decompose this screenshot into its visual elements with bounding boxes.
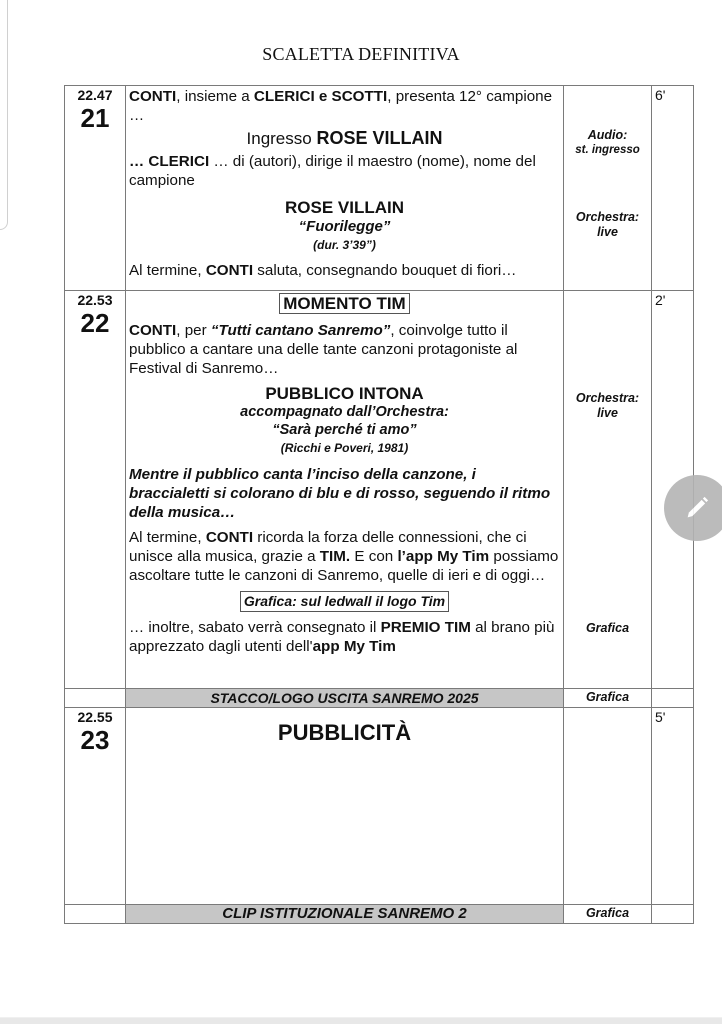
empty-cell: [652, 689, 694, 708]
duration-label: 5': [655, 709, 666, 725]
text: ricorda la forza delle connessioni, che ci unisce alla musica, grazie a: [129, 529, 527, 565]
time-label: 22.53: [77, 292, 113, 308]
pencil-icon: [683, 494, 711, 522]
graphic-note: Grafica: [585, 621, 630, 635]
segment-number: 23: [80, 725, 110, 755]
notes-cell: [564, 905, 652, 924]
table-row: [65, 291, 694, 689]
text: possiamo ascoltare tutte le canzoni di Sanremo, quelle di ieri e di oggi…: [129, 548, 559, 584]
graphic-instruction: Grafica: sul ledwall il logo Tim: [240, 591, 449, 612]
table-row: [65, 689, 694, 708]
award-name: PREMIO TIM: [380, 619, 471, 636]
note-label: Orchestra:: [575, 210, 640, 224]
section-heading: MOMENTO TIM: [279, 293, 409, 314]
entrance-name: ROSE VILLAIN: [316, 128, 443, 148]
orchestra-note: [564, 210, 651, 240]
document-title: SCALETTA DEFINITIVA: [262, 44, 460, 64]
time-label: 22.47: [77, 87, 113, 103]
note-label: Orchestra:: [575, 391, 640, 405]
time-cell: [65, 291, 126, 689]
time-cell: [65, 86, 126, 291]
text: , coinvolge tutto il pubblico a cantare una delle tante canzoni protagoniste al Festival di Sanremo…: [129, 322, 518, 377]
text: … di (autori), dirige il maestro (nome), nome del campione: [129, 153, 536, 189]
text: al brano più apprezzato dagli utenti dell': [129, 619, 555, 655]
table-row: [65, 708, 694, 905]
notes-cell: [564, 689, 652, 708]
text: Al termine,: [129, 262, 206, 279]
content-cell: [126, 291, 564, 689]
song-title: “Fuorilegge”: [298, 218, 391, 235]
note-value: live: [597, 406, 618, 420]
host-name: … CLERICI: [129, 153, 210, 170]
orchestra-note: [564, 391, 651, 421]
graphic-note: Grafica: [585, 690, 630, 704]
song-duration: (dur. 3’39”): [313, 238, 376, 252]
act-credit: (Ricchi e Poveri, 1981): [280, 441, 409, 455]
host-name: CONTI: [129, 88, 177, 105]
act-title: PUBBLICO INTONA: [265, 384, 424, 403]
text: … inoltre, sabato verrà consegnato il: [129, 619, 381, 636]
text: saluta, consegnando bouquet di fiori…: [253, 262, 517, 279]
host-name: CONTI: [129, 322, 177, 339]
host-name: CONTI: [205, 529, 254, 546]
empty-cell: [65, 689, 126, 708]
app-name: l’app My Tim: [397, 548, 490, 565]
stacco-banner: STACCO/LOGO USCITA SANREMO 2025: [126, 689, 564, 708]
notes-cell: [564, 708, 652, 905]
segment-number: 22: [80, 308, 110, 338]
artist-name: ROSE VILLAIN: [284, 198, 404, 217]
notes-cell: [564, 291, 652, 689]
text: , insieme a: [176, 88, 254, 105]
note-value: live: [597, 225, 618, 239]
note-label: Audio:: [587, 128, 628, 142]
brand-name: TIM.: [319, 548, 351, 565]
program-title: “Tutti cantano Sanremo”: [210, 322, 391, 339]
side-panel-edge: [0, 0, 8, 230]
content-cell: [126, 86, 564, 291]
schedule-table: [64, 85, 694, 924]
time-cell: [65, 708, 126, 905]
edit-button[interactable]: [664, 475, 722, 541]
empty-cell: [65, 905, 126, 924]
content-cell: [126, 708, 564, 905]
notes-cell: [564, 86, 652, 291]
time-label: 22.55: [77, 709, 113, 725]
duration-label: 2': [655, 292, 666, 308]
duration-cell: [652, 86, 694, 291]
duration-cell: [652, 708, 694, 905]
audio-note: [564, 128, 651, 158]
section-heading: PUBBLICITÀ: [277, 720, 412, 745]
graphic-note: Grafica: [585, 906, 630, 920]
empty-cell: [652, 905, 694, 924]
clip-banner: CLIP ISTITUZIONALE SANREMO 2: [126, 905, 564, 924]
text: E con: [350, 548, 398, 565]
bottom-bar: [0, 1017, 722, 1024]
cohost-names: CLERICI e SCOTTI: [253, 88, 388, 105]
note-value: st. ingresso: [575, 144, 640, 156]
text: Al termine,: [129, 529, 206, 546]
segment-number: 21: [80, 103, 110, 133]
text: , presenta 12° campione …: [129, 88, 553, 124]
app-name: app My Tim: [312, 638, 396, 655]
entrance-prefix: Ingresso: [246, 129, 317, 148]
stage-direction: Mentre il pubblico canta l’inciso della canzone, i braccialetti si colorano di blu e di rosso, seguendo il ritmo della musica…: [129, 466, 551, 521]
text: , per: [176, 322, 211, 339]
host-name: CONTI: [205, 262, 254, 279]
act-subtitle: accompagnato dall’Orchestra:: [240, 404, 449, 420]
table-row: [65, 905, 694, 924]
duration-label: 6': [655, 87, 666, 103]
act-song: “Sarà perché ti amo”: [272, 422, 417, 438]
table-row: [65, 86, 694, 291]
